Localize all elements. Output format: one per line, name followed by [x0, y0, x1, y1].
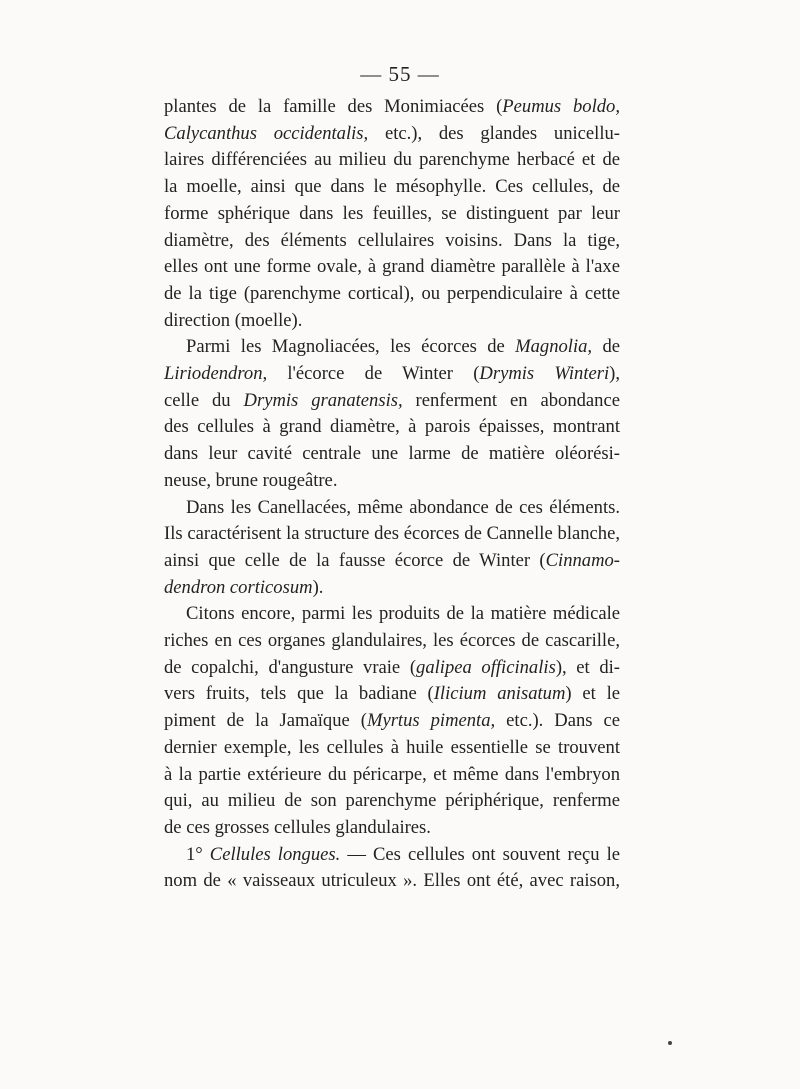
paragraph: [164, 601, 620, 841]
text-run: des cellules à grand diamètre, à parois épaisses, montrant: [164, 416, 620, 438]
text-run: ) et le: [565, 683, 621, 705]
text-line: [164, 254, 620, 281]
text-line: [164, 441, 620, 468]
text-run: plantes de la famille des Monimiacées (: [164, 96, 503, 117]
text-run: etc.), des glandes unicellu-: [368, 122, 620, 144]
text-line: [164, 628, 620, 655]
text-run: 1°: [186, 843, 210, 865]
text-line: [164, 414, 620, 441]
text-line: [164, 575, 620, 602]
text-run: dans leur cavité centrale une larme de matière oléorési-: [164, 443, 620, 465]
text-line: [164, 655, 620, 682]
text-run: riches en ces organes glandulaires, les écorces de cascarille,: [164, 630, 620, 652]
italic-text: Drymis Winteri: [479, 363, 610, 385]
italic-text: Cellules longues.: [209, 843, 341, 865]
text-run: forme sphérique dans les feuilles, se distinguent par leur: [164, 202, 620, 224]
paragraph: [164, 842, 620, 895]
text-run: à la partie extérieure du péricarpe, et même dans l'embryon: [164, 763, 620, 785]
text-run: dernier exemple, les cellules à huile essentielle se trouvent: [164, 736, 620, 758]
paragraph: [164, 94, 620, 334]
italic-text: Magnolia,: [515, 336, 593, 358]
italic-text: Liriodendron,: [164, 363, 268, 385]
italic-text: Calycanthus occidentalis,: [164, 122, 369, 144]
text-run: ), et di-: [555, 656, 621, 678]
text-line: [164, 708, 620, 735]
text-run: piment de la Jamaïque (: [164, 710, 367, 732]
text-run: celle du: [164, 389, 244, 411]
text-line: [164, 334, 620, 361]
text-run: renferment en abondance: [402, 389, 620, 411]
text-run: neuse, brune rougeâtre.: [164, 469, 338, 491]
text-line: [164, 281, 620, 308]
text-run: direction (moelle).: [164, 309, 303, 331]
text-line: [164, 388, 620, 415]
text-line: [164, 762, 620, 789]
text-run: qui, au milieu de son parenchyme périphérique, renferme: [164, 790, 620, 812]
text-run: Dans les Canellacées, même abondance de ces éléments.: [186, 496, 620, 518]
stray-dot-mark: [668, 1041, 672, 1045]
text-line: [164, 147, 620, 174]
text-line: [164, 788, 620, 815]
text-line: [164, 228, 620, 255]
text-run: ).: [312, 576, 324, 598]
text-run: Ils caractérisent la structure des écorces de Cannelle blanche,: [164, 523, 620, 545]
italic-text: galipea officinalis: [416, 656, 556, 678]
text-run: — Ces cellules ont souvent reçu le: [340, 843, 621, 865]
text-line: [164, 868, 620, 895]
text-run: nom de « vaisseaux utriculeux ». Elles ont été, avec raison,: [164, 870, 620, 892]
text-line: [164, 174, 620, 201]
text-run: diamètre, des éléments cellulaires voisins. Dans la tige,: [164, 229, 620, 251]
italic-text: Drymis granatensis,: [243, 389, 403, 411]
text-line: [164, 735, 620, 762]
text-run: Citons encore, parmi les produits de la matière médicale: [186, 603, 620, 625]
text-line: [164, 201, 620, 228]
text-line: [164, 94, 620, 121]
text-run: ),: [609, 363, 620, 385]
text-line: [164, 495, 620, 522]
paragraph: [164, 334, 620, 494]
text-line: [164, 521, 620, 548]
italic-text: Myrtus pimenta,: [366, 710, 496, 732]
text-run: elles ont une forme ovale, à grand diamètre parallèle à l'axe: [164, 256, 620, 278]
text-run: de ces grosses cellules glandulaires.: [164, 816, 431, 838]
text-run: etc.). Dans ce: [495, 710, 620, 732]
text-run: laires différenciées au milieu du parenchyme herbacé et de: [164, 149, 620, 171]
text-line: [164, 601, 620, 628]
text-line: [164, 121, 620, 148]
italic-text: Peumus boldo,: [502, 96, 620, 117]
text-run: de copalchi, d'angusture vraie (: [164, 656, 417, 678]
paragraph: [164, 495, 620, 602]
text-run: ainsi que celle de la fausse écorce de Winter (: [164, 549, 546, 571]
italic-text: Cinnamo-: [545, 549, 620, 571]
page-number: — 55 —: [360, 62, 440, 86]
text-line: [164, 308, 620, 335]
italic-text: Ilicium anisatum: [433, 683, 566, 705]
text-run: vers fruits, tels que la badiane (: [164, 683, 434, 705]
text-run: de la tige (parenchyme cortical), ou perpendiculaire à cette: [164, 282, 620, 304]
text-run: de: [592, 336, 620, 358]
text-line: [164, 548, 620, 575]
text-run: la moelle, ainsi que dans le mésophylle. Ces cellules, de: [164, 176, 620, 198]
text-line: [164, 468, 620, 495]
body-text: [164, 94, 620, 895]
text-line: [164, 361, 620, 388]
italic-text: dendron corticosum: [164, 576, 313, 598]
text-line: [164, 681, 620, 708]
text-line: [164, 815, 620, 842]
text-line: [164, 842, 620, 869]
text-run: l'écorce de Winter (: [267, 363, 480, 385]
text-run: Parmi les Magnoliacées, les écorces de: [186, 336, 516, 358]
